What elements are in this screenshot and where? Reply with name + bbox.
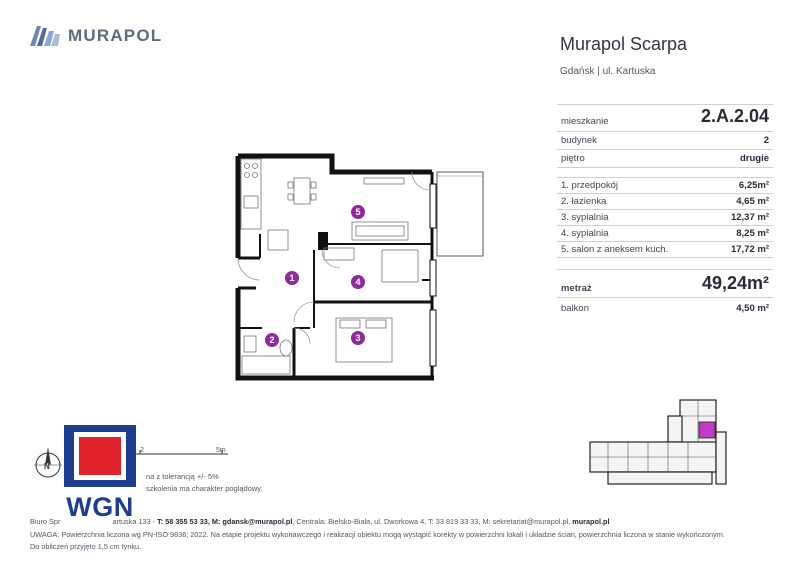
floor-plan [232, 150, 492, 382]
apartment-row [557, 104, 773, 132]
svg-text:5: 5 [355, 207, 361, 217]
wgn-text: WGN [64, 490, 136, 524]
balcony-row [557, 298, 773, 316]
room-row [557, 210, 773, 226]
building-row [557, 132, 773, 150]
footer-website-link[interactable]: murapol.pl [572, 517, 610, 526]
wgn-badge [64, 425, 136, 525]
building-label: budynek [561, 135, 597, 146]
visual-note: szkolenia ma charakter poglądowy. [146, 484, 263, 493]
building-value: 2 [763, 135, 769, 146]
room-area: 17,72 m² [730, 244, 769, 255]
divider [557, 258, 773, 270]
logo-text: MURAPOL [68, 26, 163, 45]
floor-value: drugie [739, 153, 769, 164]
footer-central: , Centrala: Bielsko-Biała, ul. Dworkowa 4, T: 33 819 33 33, M: sekretariat@murapol.pl, [292, 517, 571, 526]
footer-contact [30, 517, 610, 526]
total-area-label: metraż [561, 283, 592, 294]
floor-row [557, 150, 773, 168]
apartment-info-table [557, 104, 773, 316]
footer-address: artuska 133 - [112, 517, 156, 526]
footer-office: Biuro Spr [30, 517, 61, 526]
room-row [557, 178, 773, 194]
footer-disclaimer: UWAGA: Powierzchnia liczona wg PN-ISO 9836; 2022. Na etapie projektu wykonawczego i realizacji obiektu mogą wystąpić korekty w powierzchni lokali i układzie ścian, powierzchnia liczona w stanie wykończonym. [30, 530, 725, 539]
scale-mark-2: 2 [140, 447, 144, 454]
murapol-logo [30, 26, 162, 46]
room-area: 8,25 m² [736, 228, 769, 239]
compass-letter: N [44, 462, 50, 471]
room-badge [351, 331, 365, 345]
divider [557, 168, 773, 178]
balcony-value: 4,50 m² [736, 303, 769, 314]
room-area: 4,65 m² [736, 196, 769, 207]
room-badge [351, 275, 365, 289]
total-area-value: 49,24m² [701, 273, 769, 293]
project-location: Gdańsk | ul. Kartuska [560, 66, 656, 77]
footer-plaster-note: Do obliczeń przyjęto 1,5 cm tynku. [30, 542, 142, 551]
room-label: 1. przedpokój [561, 180, 619, 191]
room-badge [285, 271, 299, 285]
apartment-value: 2.A.2.04 [700, 106, 769, 126]
room-badge [351, 205, 365, 219]
svg-text:2: 2 [269, 335, 275, 345]
room-row [557, 226, 773, 242]
balcony-label: balkon [561, 303, 589, 314]
room-label: 2. łazienka [561, 196, 607, 207]
svg-text:3: 3 [355, 333, 361, 343]
room-label: 3. sypialnia [561, 212, 609, 223]
room-row [557, 194, 773, 210]
room-area: 12,37 m² [730, 212, 769, 223]
total-area-row [557, 270, 773, 298]
project-title: Murapol Scarpa [560, 34, 688, 54]
svg-text:4: 4 [355, 277, 361, 287]
apartment-label: mieszkanie [561, 116, 609, 127]
floor-label: piętro [561, 153, 585, 164]
tolerance-note: na z tolerancją +/- 5% [146, 472, 219, 481]
scale-mark-5m: 5m [216, 447, 226, 454]
room-badge [265, 333, 279, 347]
room-label: 4. sypialnia [561, 228, 609, 239]
wgn-logo-icon [64, 425, 136, 487]
murapol-logo-icon [30, 26, 60, 46]
room-row [557, 242, 773, 258]
svg-text:1: 1 [289, 273, 295, 283]
room-area: 6,25m² [738, 180, 769, 191]
building-key-plan [588, 392, 778, 502]
room-label: 5. salon z aneksem kuch. [561, 244, 669, 255]
footer-phone: T: 58 355 53 33, M: gdansk@murapol.pl [157, 517, 293, 526]
